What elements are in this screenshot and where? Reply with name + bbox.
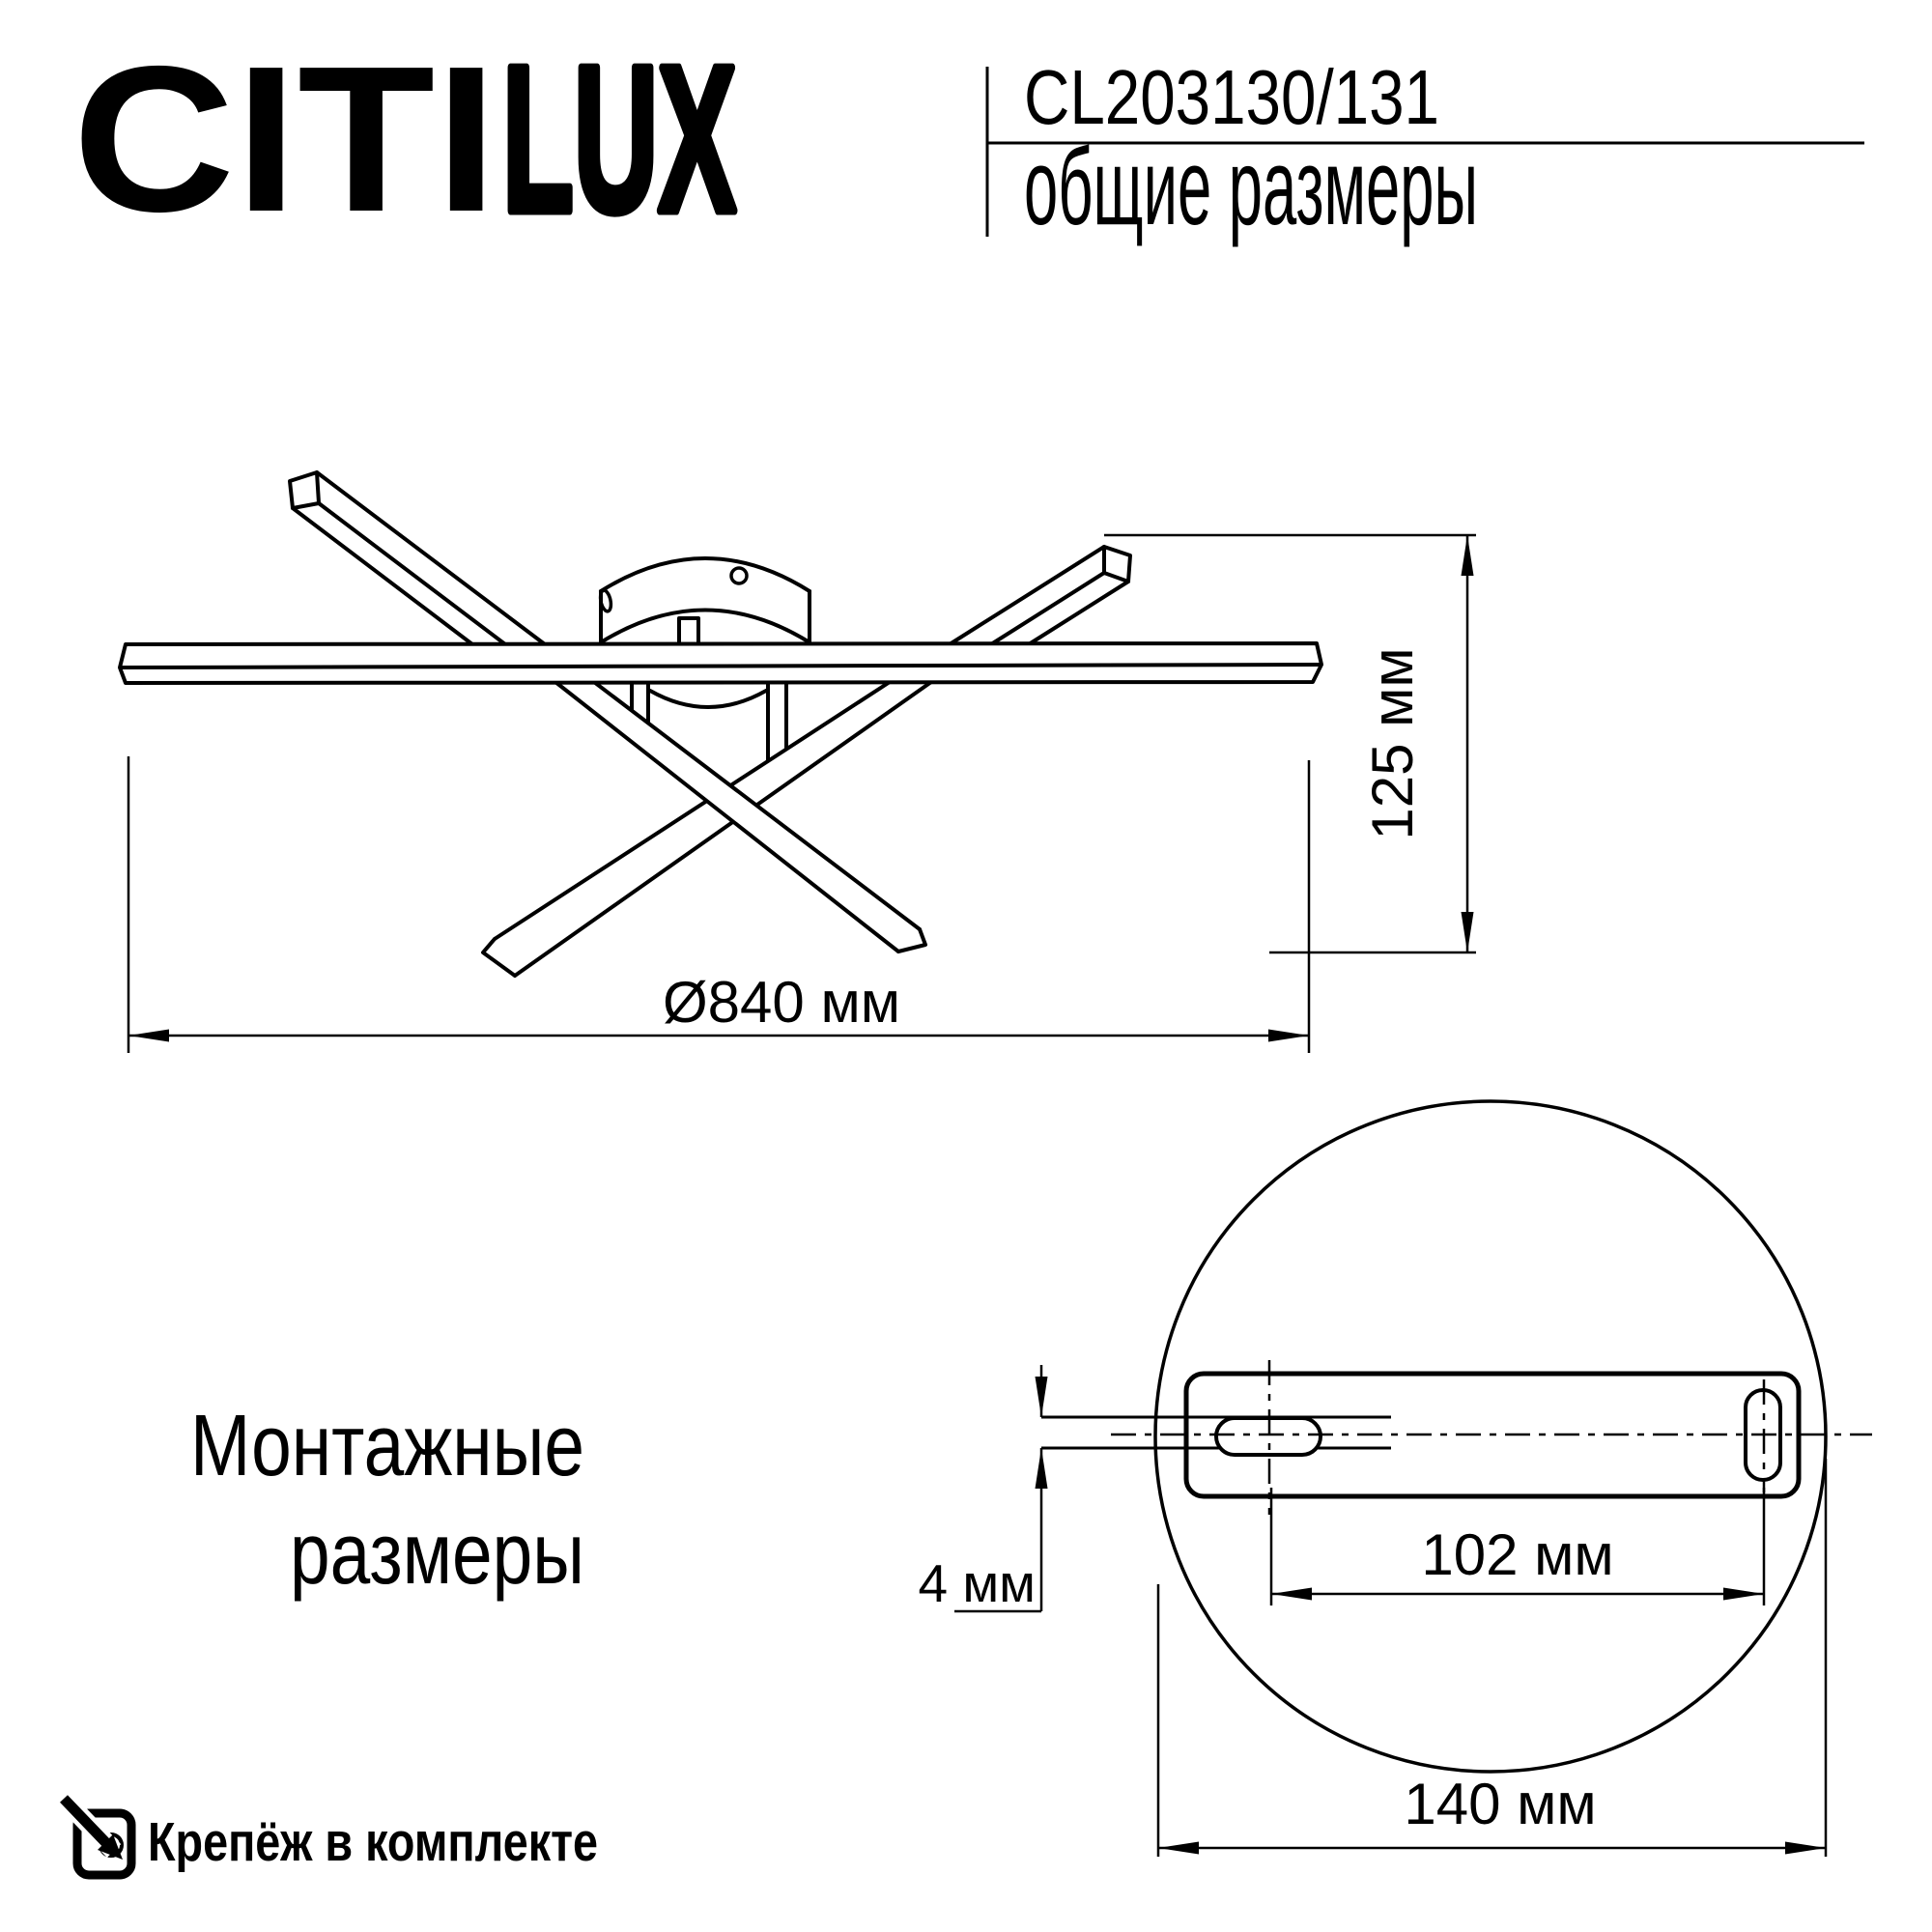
- diagonal-bar-b-lower: [483, 682, 931, 976]
- canopy-bottom-rim: [650, 691, 766, 707]
- plate-diameter-label: 140 мм: [1404, 1772, 1597, 1836]
- lamp-front-view: [120, 472, 1321, 976]
- diameter-label: Ø840 мм: [663, 970, 900, 1035]
- header: [987, 54, 1864, 247]
- canopy-stem: [679, 618, 698, 644]
- arrow-shaft: [64, 1799, 108, 1845]
- logo-outline-text: LUX: [502, 22, 736, 255]
- main-horizontal-bar: [120, 643, 1321, 683]
- canopy: [599, 558, 810, 647]
- mounting-section-title: [190, 1398, 584, 1603]
- slot-spacing-label: 102 мм: [1421, 1522, 1614, 1587]
- height-label: 125 мм: [1360, 647, 1425, 840]
- model-number: CL203130/131: [1024, 54, 1439, 140]
- canopy-screw-hole-right: [731, 568, 747, 583]
- logo-solid-text: CITI: [72, 22, 497, 255]
- footer-note: [64, 1799, 598, 1875]
- mounting-detail-view: [1041, 1101, 1872, 1772]
- fasteners-included-icon: [64, 1799, 131, 1875]
- rod-thickness-label: 4 мм: [918, 1553, 1036, 1613]
- mounting-title-line2: размеры: [290, 1506, 584, 1603]
- header-subtitle: общие размеры: [1024, 127, 1478, 247]
- diagonal-bar-b-upper: [950, 547, 1130, 644]
- mounting-title-line1: Монтажные: [190, 1398, 584, 1494]
- brand-logo: [72, 22, 736, 255]
- footer-note-text: Крепёж в комплекте: [148, 1811, 598, 1873]
- diagonal-bar-a-upper: [290, 472, 545, 644]
